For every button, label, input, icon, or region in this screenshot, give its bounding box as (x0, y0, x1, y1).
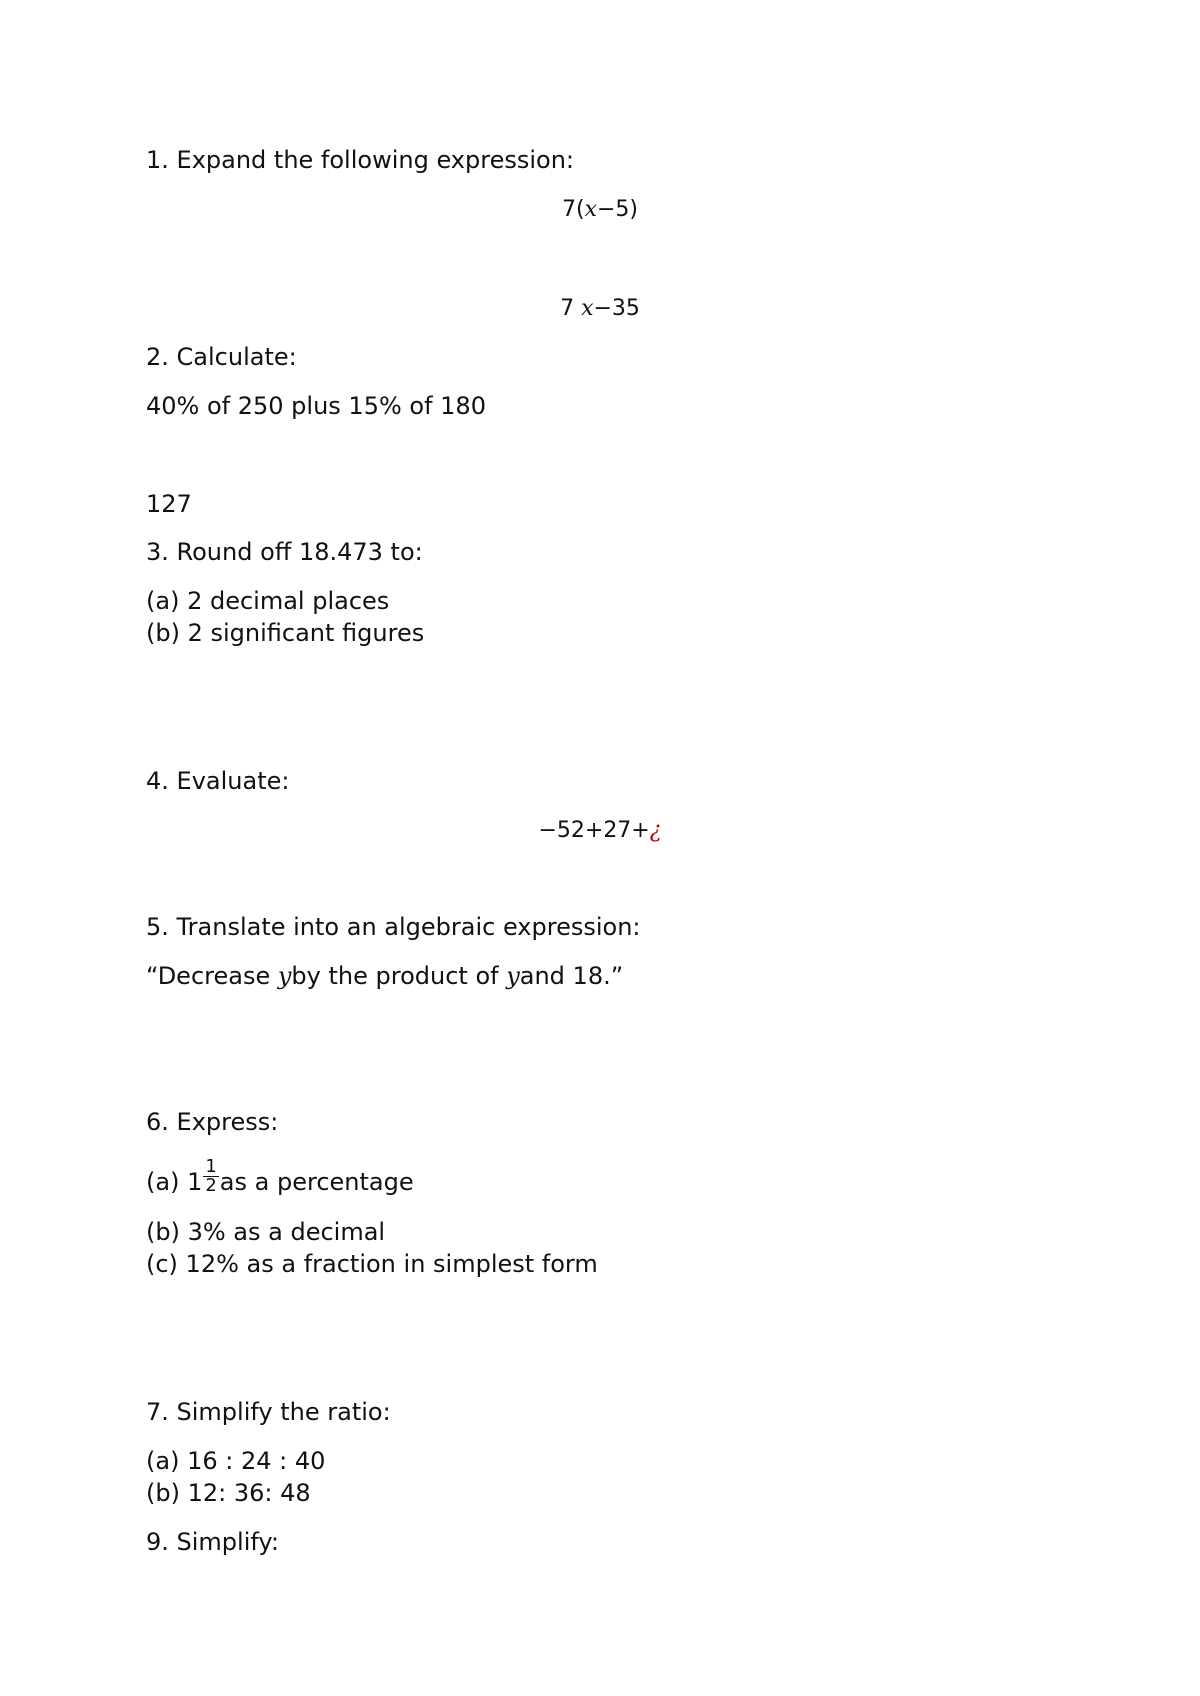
q2-body: 40% of 250 plus 15% of 180 (146, 392, 486, 420)
q7-title: 7. Simplify the ratio: (146, 1398, 391, 1426)
q7-part-b: (b) 12: 36: 48 (146, 1479, 311, 1507)
q3-part-a: (a) 2 decimal places (146, 587, 390, 615)
q4-expression: −52+27+¿ (538, 818, 662, 843)
q6-part-b: (b) 3% as a decimal (146, 1218, 386, 1246)
q5-body: “Decrease yby the product of yand 18.” (146, 962, 624, 990)
q9-title: 9. Simplify: (146, 1528, 279, 1556)
q1-title: 1. Expand the following expression: (146, 146, 574, 174)
q7-part-a: (a) 16 : 24 : 40 (146, 1447, 326, 1475)
q3-part-b: (b) 2 significant figures (146, 619, 425, 647)
q2-title: 2. Calculate: (146, 343, 297, 371)
q4-title: 4. Evaluate: (146, 767, 290, 795)
q1-answer: 7 x−35 (560, 296, 640, 321)
q1-expression: 7(x−5) (561, 197, 639, 222)
mixed-fraction: $\frac{1}{2}$ (205, 1155, 217, 1196)
q6-part-a: (a) 1 $\frac{1}{2}$ as a percentage (146, 1155, 414, 1196)
q5-title: 5. Translate into an algebraic expression: (146, 913, 641, 941)
q3-title: 3. Round off 18.473 to: (146, 538, 423, 566)
q2-answer: 127 (146, 490, 192, 518)
q6-part-c: (c) 12% as a fraction in simplest form (146, 1250, 598, 1278)
q6-title: 6. Express: (146, 1108, 279, 1136)
q4-glyph: ¿ (649, 818, 662, 843)
